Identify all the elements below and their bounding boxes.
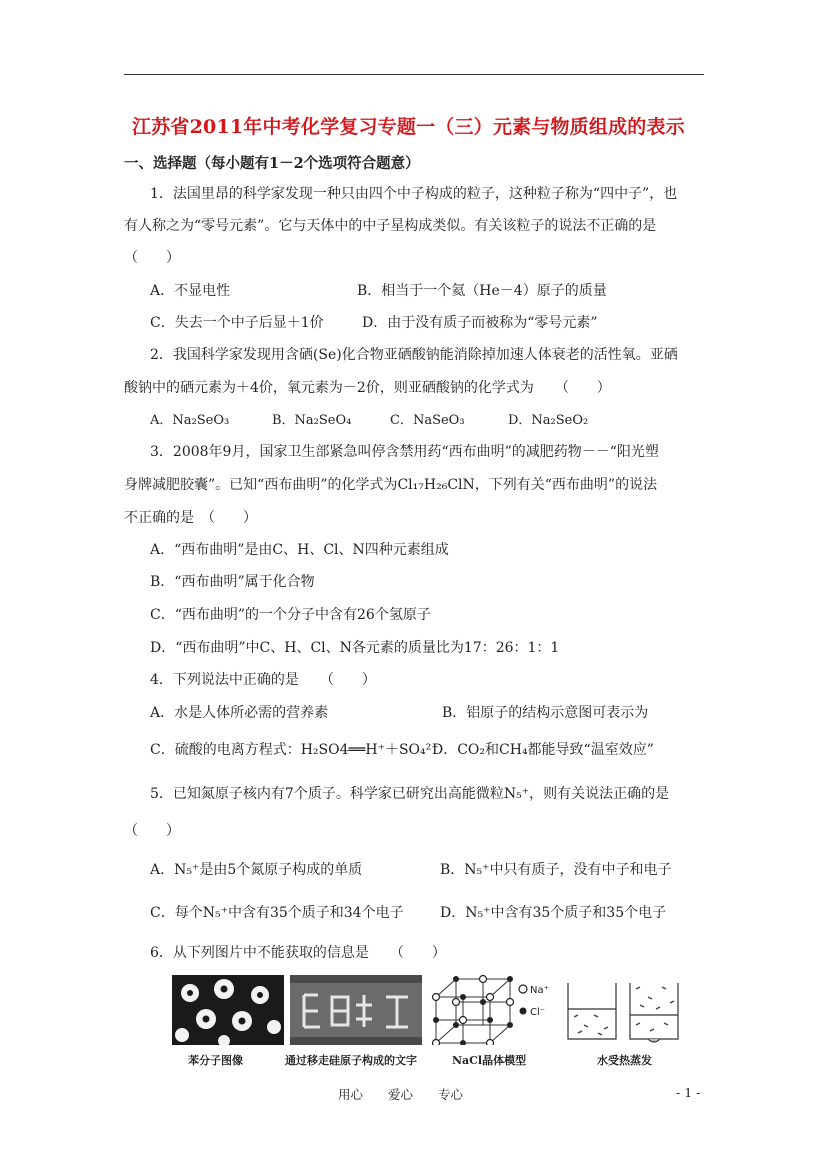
q4-line-1: 4．下列说法中正确的是 （ ） (150, 672, 376, 688)
q5-line-1: 5．已知氮原子核内有7个质子。科学家已研究出高能微粒N₅⁺，则有关说法正确的是 (150, 786, 670, 802)
q5-line-2: （ ） (124, 823, 180, 839)
q3-option-a: A．“西布曲明”是由C、H、Cl、N四种元素组成 (150, 542, 449, 558)
na-legend-label: Na⁺ (530, 985, 549, 996)
page-number: - 1 - (676, 1085, 701, 1100)
q5-option-d: D．N₅⁺中含有35个质子和35个电子 (440, 905, 667, 921)
q1-option-b: B．相当于一个氦（He－4）原子的质量 (357, 283, 607, 299)
caption-nacl-model: NaCl晶体模型 (452, 1054, 527, 1067)
q5-option-a: A．N₅⁺是由5个氮原子构成的单质 (150, 862, 363, 878)
caption-water-evaporation: 水受热蒸发 (597, 1054, 652, 1067)
document-title: 江苏省2011年中考化学复习专题一（三）元素与物质组成的表示 (132, 116, 685, 138)
header-rule (124, 74, 704, 75)
q3-option-d: D．“西布曲明”中C、H、Cl、N各元素的质量比为17：26：1：1 (150, 640, 560, 656)
caption-silicon-text: 通过移走硅原子构成的文字 (285, 1054, 417, 1067)
nacl-crystal-model (430, 975, 556, 1045)
q1-line-3: （ ） (124, 250, 180, 266)
q3-line-2: 身牌减肥胶囊”。已知“西布曲明”的化学式为Cl₁₇H₂₆ClN，下列有关“西布曲明”的说法 (124, 477, 658, 493)
q6-figure-strip (172, 975, 684, 1045)
q2-option-b: B．Na₂SeO₄ (272, 413, 352, 428)
q6-line-1: 6．从下列图片中不能获取的信息是 （ ） (150, 945, 446, 961)
q3-option-b: B．“西布曲明”属于化合物 (150, 574, 315, 590)
q1-option-c: C．失去一个中子后显＋1价 (150, 315, 324, 331)
q2-line-2: 酸钠中的硒元素为＋4价，氧元素为－2价，则亚硒酸钠的化学式为 （ ） (124, 380, 611, 396)
cl-legend-label: Cl⁻ (530, 1007, 546, 1018)
q4-option-c: C．硫酸的电离方程式：H₂SO4══H⁺＋SO₄²⁻ (150, 742, 439, 758)
q5-option-c: C．每个N₅⁺中含有35个质子和34个电子 (150, 905, 404, 921)
q3-option-c: C．“西布曲明”的一个分子中含有26个氢原子 (150, 607, 431, 623)
benzene-molecule-image (172, 975, 284, 1045)
q1-option-d: D．由于没有质子而被称为“零号元素” (362, 315, 598, 331)
caption-benzene: 苯分子图像 (188, 1054, 243, 1067)
q5-option-b: B．N₅⁺中只有质子，没有中子和电子 (440, 862, 672, 878)
q4-option-d: D．CO₂和CH₄都能导致“温室效应” (432, 742, 654, 758)
q1-option-a: A．不显电性 (150, 283, 231, 299)
q2-option-a: A．Na₂SeO₃ (150, 413, 230, 428)
water-heating-beakers (564, 975, 684, 1045)
q2-option-c: C．NaSeO₃ (390, 413, 465, 428)
na-legend-icon (519, 985, 527, 993)
q1-line-2: 有人称之为“零号元素”。它与天体中的中子星构成类似。有关该粒子的说法不正确的是 (124, 218, 657, 234)
q2-option-d: D．Na₂SeO₂ (508, 413, 589, 428)
cl-legend-icon (520, 1008, 527, 1015)
q4-option-a: A．水是人体所必需的营养素 (150, 705, 329, 721)
footer-slogan: 用心 爱心 专心 (338, 1087, 464, 1102)
section-heading: 一、选择题（每小题有1－2个选项符合题意） (124, 155, 420, 172)
silicon-atom-text-image (290, 975, 422, 1045)
q1-line-1: 1．法国里昂的科学家发现一种只由四个中子构成的粒子，这种粒子称为“四中子”，也 (150, 186, 678, 202)
q4-option-b: B．铝原子的结构示意图可表示为 (442, 705, 649, 721)
q3-line-1: 3．2008年9月，国家卫生部紧急叫停含禁用药“西布曲明”的减肥药物－－“阳光塑 (150, 444, 659, 460)
q3-line-3: 不正确的是 （ ） (124, 510, 257, 526)
q2-line-1: 2．我国科学家发现用含硒(Se)化合物亚硒酸钠能消除掉加速人体衰老的活性氧。亚硒 (150, 347, 678, 363)
